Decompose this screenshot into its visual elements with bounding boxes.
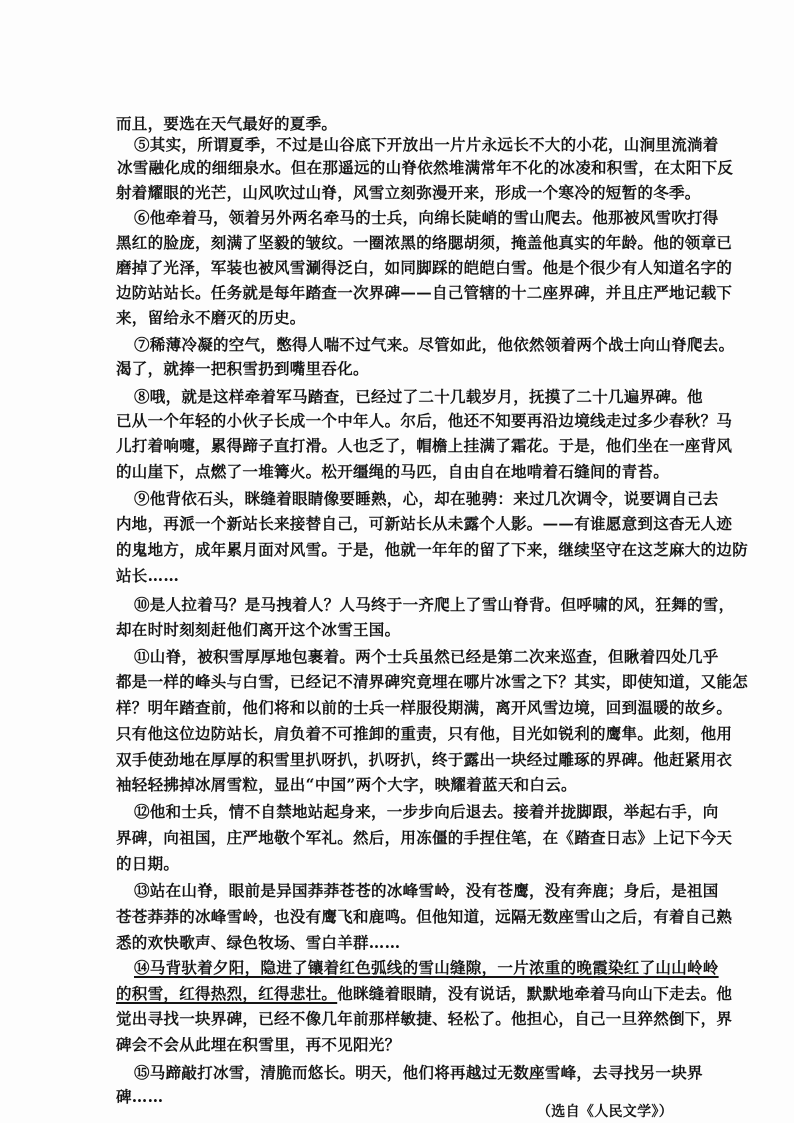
passage-line: 的日期。 (116, 854, 180, 873)
passage-line: ⑦稀薄冷凝的空气，憋得人喘不过气来。尽管如此，他依然领着两个战士向山脊爬去。 (134, 335, 735, 354)
passage-line: 渴了，就捧一把积雪扔到嘴里吞化。 (116, 359, 369, 378)
passage-line: 来，留给永不磨灭的历史。 (116, 308, 306, 327)
underlined-sentence: ⑭马背驮着夕阳，隐进了镶着红色弧线的雪山缝隙，一片浓重的晚霞染红了山山岭岭 (134, 958, 719, 977)
passage-line: 而且，要选在天气最好的夏季。 (116, 114, 338, 133)
passage-line: ⑮马蹄敲打冰雪，清脆而悠长。明天，他们将再越过无数座雪峰，去寻找另一块界 (134, 1063, 703, 1082)
passage-line: 碑会不会从此埋在积雪里，再不见阳光？ (116, 1035, 401, 1054)
passage-line (116, 983, 732, 1005)
passage-line: 碑…… (116, 1087, 164, 1106)
passage-line: 内地，再派一个新站长来接替自己，可新站长从未露个人影。——有谁愿意到这杳无人迹 (116, 514, 733, 533)
passage-line: 苍苍莽莽的冰峰雪岭，也没有鹰飞和鹿鸣。但他知道，远隔无数座雪山之后，有着自己熟 (116, 907, 733, 926)
passage-line: 袖轻轻拂掉冰屑雪粒，显出“中国”两个大字，映耀着蓝天和白云。 (116, 775, 577, 794)
passage-line: 样？明年踏查前，他们将和以前的士兵一样服役期满，离开风雪边境，回到温暖的故乡。 (116, 698, 733, 717)
passage-line: 的鬼地方，成年累月面对风雪。于是，他就一年年的留了下来，继续坚守在这芝麻大的边防 (116, 540, 749, 559)
passage-line: 儿打着响嚏，累得蹄子直打滑。人也乏了，帽檐上挂满了霜花。于是，他们坐在一座背风 (116, 436, 733, 455)
passage-line: 觉出寻找一块界碑，已经不像几年前那样敏捷、轻松了。他担心，自己一旦猝然倒下，界 (116, 1009, 733, 1028)
passage-line: 黑红的脸庞，刻满了坚毅的皱纹。一圈浓黑的络腮胡须，掩盖他真实的年龄。他的领章已 (116, 233, 733, 252)
passage-line: 只有他这位边防站长，肩负着不可推卸的重责，只有他，目光如锐利的鹰隼。此刻，他用 (116, 724, 733, 743)
passage-line: ⑩是人拉着马？是马拽着人？人马终于一齐爬上了雪山脊背。但呼啸的风，狂舞的雪， (134, 595, 735, 614)
passage-line: ⑨他背依石头，眯缝着眼睛像要睡熟，心，却在驰骋：来过几次调令，说要调自己去 (134, 489, 719, 508)
passage-line-text: 他眯缝着眼睛，没有说话，默默地牵着马向山下走去。他 (337, 984, 733, 1003)
underlined-sentence-end: 的积雪，红得热烈，红得悲壮。 (116, 984, 338, 1003)
passage-line: 射着耀眼的光芒，山风吹过山脊，风雪立刻弥漫开来，形成一个寒冷的短暂的冬季。 (116, 183, 701, 202)
passage-line: ⑧哦，就是这样牵着军马踏查，已经过了二十几载岁月，抚摸了二十几遍界碑。他 (134, 387, 703, 406)
passage-line: ⑫他和士兵，情不自禁地站起身来，一步步向后退去。接着并拢脚跟，举起右手，向 (134, 802, 719, 821)
passage-line: ⑪山脊，被积雪厚厚地包裹着。两个士兵虽然已经是第二次来巡查，但瞅着四处几乎 (134, 647, 719, 666)
passage-line: 的山崖下，点燃了一堆篝火。松开缰绳的马匹，自由自在地啃着石缝间的青苔。 (116, 462, 670, 481)
passage-line: 悉的欢快歌声、绿色牧场、雪白羊群…… (116, 933, 401, 952)
passage-line: 双手使劲地在厚厚的积雪里扒呀扒，扒呀扒，终于露出一块经过雕琢的界碑。他赶紧用衣 (116, 750, 733, 769)
source-citation: （选自《人民文学》） (537, 1104, 673, 1120)
passage-line: 都是一样的峰头与白雪，已经记不清界碑究竟埋在哪片冰雪之下？其实，即使知道，又能怎 (116, 672, 749, 691)
passage-line: 已从一个年轻的小伙子长成一个中年人。尔后，他还不知要再沿边境线走过多少春秋？马 (116, 411, 733, 430)
passage-line: 却在时时刻刻赶他们离开这个冰雪王国。 (116, 620, 401, 639)
passage-line: 边防站站长。任务就是每年踏查一次界碑——自己管辖的十二座界碑，并且庄严地记载下 (116, 283, 733, 302)
passage-line: 站长…… (116, 566, 180, 585)
passage-line: 冰雪融化成的细细泉水。但在那遥远的山脊依然堆满常年不化的冰凌和积雪，在太阳下反 (117, 158, 734, 177)
passage-line: ⑥他牵着马，领着另外两名牵马的士兵，向绵长陡峭的雪山爬去。他那被风雪吹打得 (134, 208, 719, 227)
passage-line: 磨掉了光泽，军装也被风雪涮得泛白，如同脚踩的皑皑白雪。他是个很少有人知道名字的 (116, 258, 733, 277)
passage-line: 界碑，向祖国，庄严地敬个军礼。然后，用冻僵的手捏住笔，在《踏查日志》上记下今天 (116, 828, 733, 847)
passage-line: ⑬站在山脊，眼前是异国莽莽苍苍的冰峰雪岭，没有苍鹰，没有奔鹿；身后，是祖国 (134, 881, 719, 900)
passage-line: ⑤其实，所谓夏季，不过是山谷底下开放出一片片永远长不大的小花，山涧里流淌着 (134, 135, 719, 154)
